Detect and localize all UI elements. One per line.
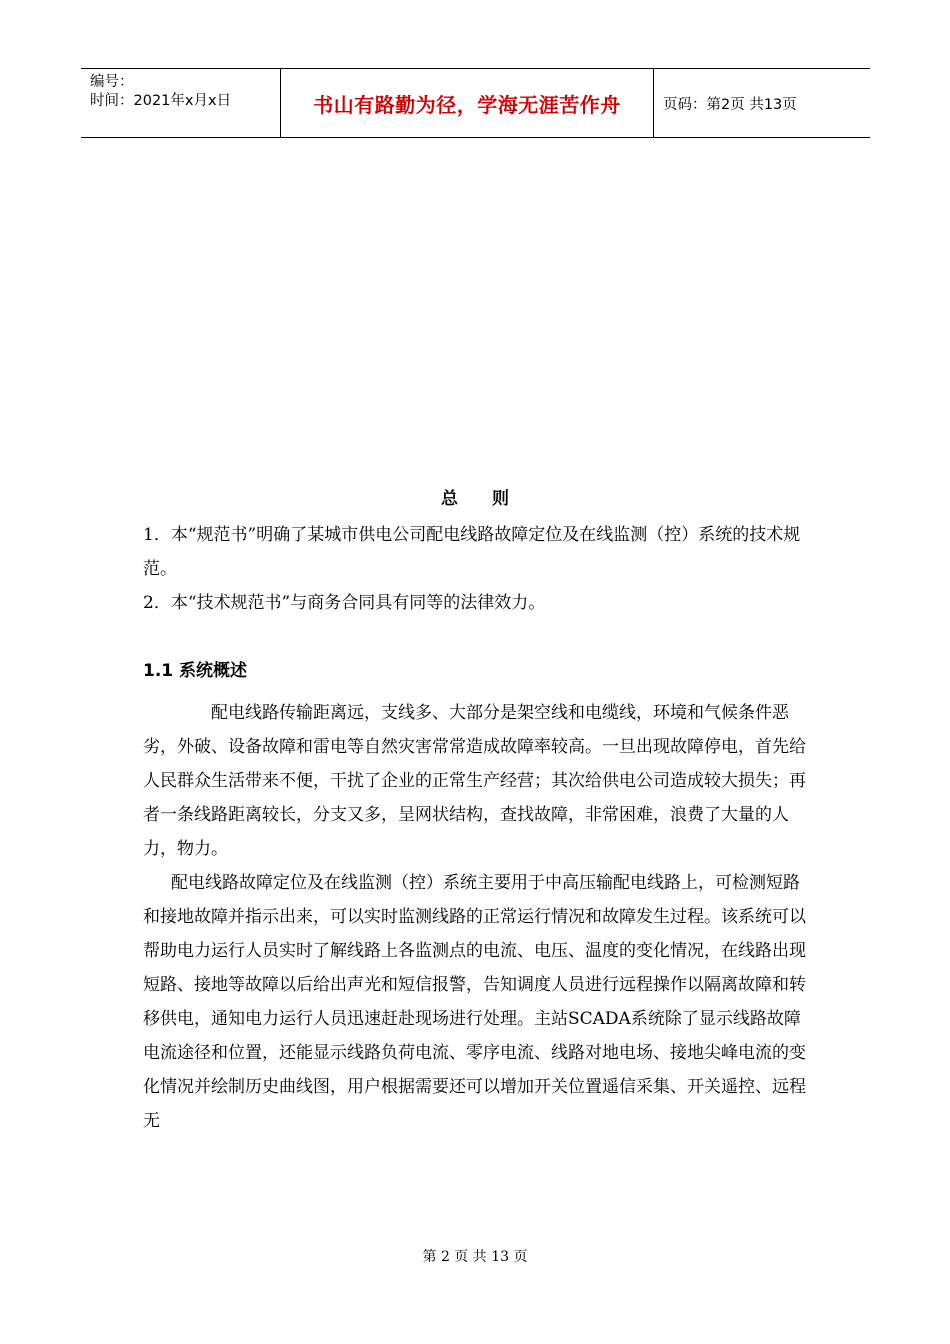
header-number-label: 编号： <box>90 74 134 90</box>
header-time-label: 时间：2021年x月x日 <box>90 93 232 109</box>
document-title: 总 则 <box>441 489 523 509</box>
paragraph: 配电线路传输距离远，支线多、大部分是架空线和电缆线，环境和气候条件恶劣，外破、设备故障和雷电等自然灾害常常造成故障率较高。一旦出现故障停电，首先给人民群众生活带来不便，干扰了企业的正常生产经营；其次给供电公司造成较大损失；再者一条线路距离较长，分支又多，呈网状结构，查找故障，非常困难，浪费了大量的人力，物力。 <box>143 703 806 859</box>
paragraph: 配电线路故障定位及在线监测（控）系统主要用于中高压输配电线路上，可检测短路和接地故障并指示出来，可以实时监测线路的正常运行情况和故障发生过程。该系统可以帮助电力运行人员实时了解线路上各监测点的电流、电压、温度的变化情况，在线路出现短路、接地等故障以后给出声光和短信报警，告知调度人员进行远程操作以隔离故障和转移供电，通知电力运行人员迅速赶赴现场进行处理。主站SCADA系统除了显示线路故障电流途径和位置，还能显示线路负荷电流、零序电流、线路对地电场、接地尖峰电流的变化情况并绘制历史曲线图，用户根据需要还可以增加开关位置遥信采集、开关遥控、远程无 <box>143 873 806 1131</box>
document-body <box>143 486 807 1138</box>
document-header <box>81 68 870 138</box>
header-meta-cell <box>81 69 281 137</box>
list-item: 2．本“技术规范书”与商务合同具有同等的法律效力。 <box>143 593 546 613</box>
header-motto: 书山有路勤为径，学海无涯苦作舟 <box>281 69 654 137</box>
list-item: 1．本“规范书”明确了某城市供电公司配电线路故障定位及在线监测（控）系统的技术规范。 <box>143 525 801 579</box>
header-page-info: 页码：第2页 共13页 <box>663 96 797 113</box>
section-heading: 1.1 系统概述 <box>143 661 248 681</box>
page-footer: 第 2 页 共 13 页 <box>422 1249 528 1265</box>
